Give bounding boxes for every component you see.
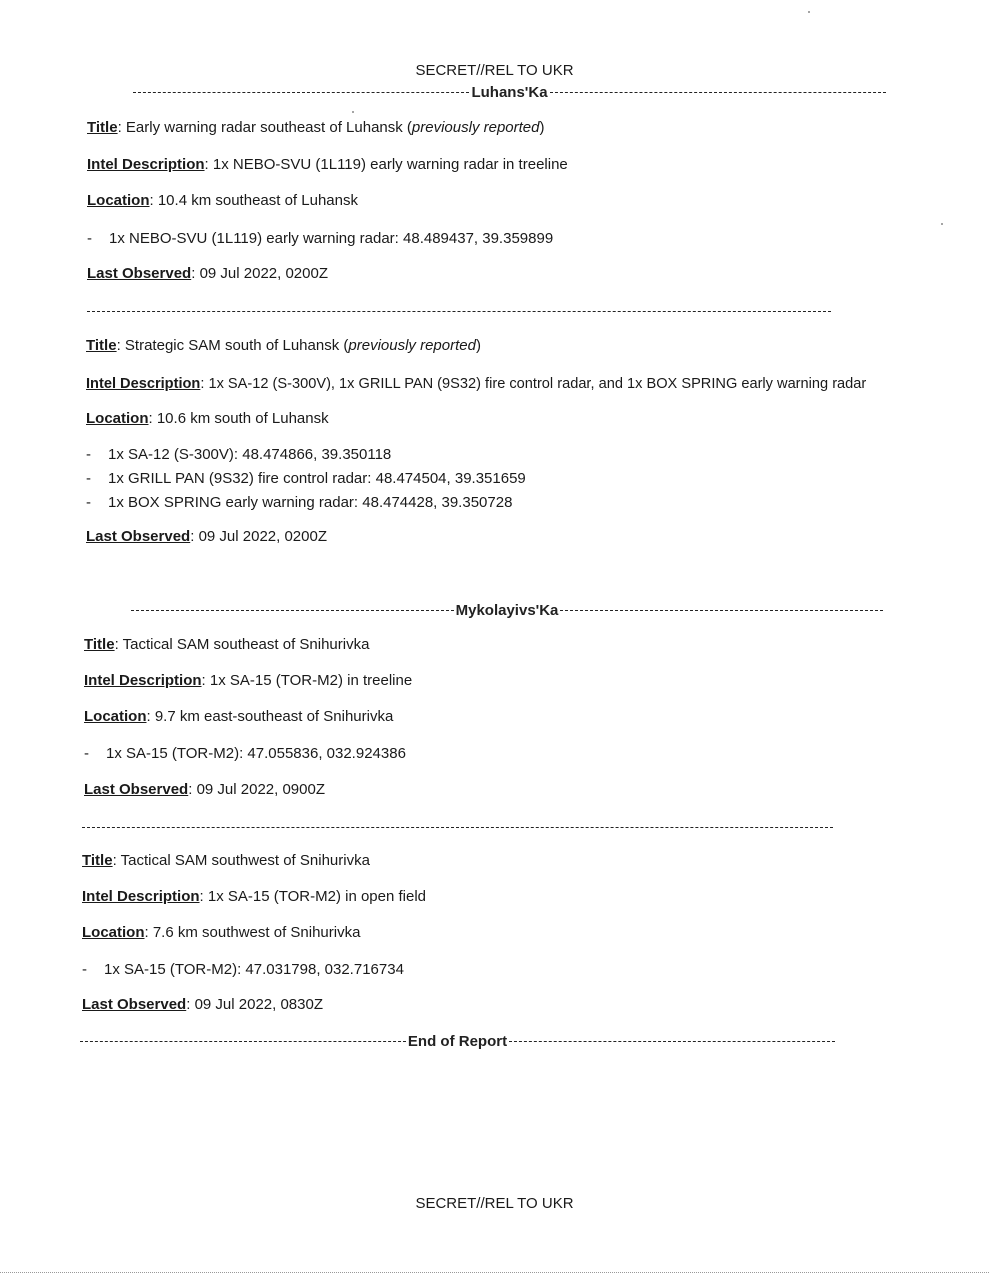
item-text: 1x NEBO-SVU (1L119) early warning radar: 48.489437, 39.359899 — [109, 230, 554, 247]
divider-line — [82, 827, 833, 828]
entry-last-observed — [86, 528, 327, 545]
scan-speck — [808, 11, 810, 13]
field-value: 1x SA-15 (TOR-M2) in open field — [207, 888, 427, 905]
entry-item — [87, 230, 553, 247]
item-text: 1x GRILL PAN (9S32) fire control radar: 48.474504, 39.351659 — [108, 470, 526, 487]
sep: : — [114, 636, 123, 653]
sep: : — [149, 192, 158, 209]
entry-intel-description — [82, 888, 426, 905]
sep: : — [191, 265, 200, 282]
region-name: Mykolayivs'Ka — [455, 602, 559, 619]
item-text: 1x SA-12 (S-300V): 48.474866, 39.350118 — [108, 446, 392, 463]
bullet-dash: - — [86, 494, 91, 511]
paren: ( — [402, 119, 412, 136]
divider-line — [131, 610, 454, 611]
sep: : — [116, 337, 125, 354]
entry-location — [82, 924, 360, 941]
paren: ) — [539, 119, 545, 136]
entry-location — [86, 410, 329, 427]
entry-item — [82, 961, 404, 978]
entry-last-observed — [84, 781, 325, 798]
field-key: Title — [84, 636, 115, 653]
bullet-dash: - — [86, 446, 91, 463]
entry-title — [84, 636, 369, 653]
field-key: Last Observed — [87, 265, 192, 282]
sep: : — [199, 888, 208, 905]
entry-title — [87, 119, 545, 136]
field-value: Early warning radar southeast of Luhansk — [125, 119, 403, 136]
scan-edge-line — [0, 1272, 989, 1273]
entry-title — [86, 337, 481, 354]
field-value: 7.6 km southwest of Snihurivka — [152, 924, 361, 941]
entry-location — [87, 192, 358, 209]
entry-item — [86, 446, 391, 463]
bullet-dash: - — [82, 961, 87, 978]
field-value: Strategic SAM south of Luhansk — [124, 337, 340, 354]
scan-speck — [941, 223, 943, 225]
sep: : — [200, 376, 209, 392]
entry-last-observed — [87, 265, 328, 282]
item-text: 1x BOX SPRING early warning radar: 48.474428, 39.350728 — [108, 494, 513, 511]
sep: : — [201, 672, 210, 689]
entry-separator — [87, 311, 831, 312]
entry-intel-description — [86, 376, 866, 392]
field-value: Tactical SAM southwest of Snihurivka — [120, 852, 370, 869]
field-key: Title — [82, 852, 113, 869]
field-value: 09 Jul 2022, 0830Z — [194, 996, 323, 1013]
entry-item — [84, 745, 406, 762]
field-value: 09 Jul 2022, 0200Z — [198, 528, 327, 545]
entry-intel-description — [84, 672, 412, 689]
field-value: 10.4 km southeast of Luhansk — [157, 192, 358, 209]
entry-separator — [82, 827, 833, 828]
classification-banner-top: SECRET//REL TO UKR — [415, 62, 574, 79]
paren: ) — [475, 337, 481, 354]
region-name: Luhans'Ka — [471, 84, 548, 101]
divider-line — [550, 92, 886, 93]
divider-line — [80, 1041, 406, 1042]
field-key: Location — [84, 708, 147, 725]
entry-intel-description — [87, 156, 568, 173]
field-value: Tactical SAM southeast of Snihurivka — [122, 636, 370, 653]
field-value: 1x SA-15 (TOR-M2) in treeline — [209, 672, 413, 689]
field-key: Title — [87, 119, 118, 136]
field-key: Intel Description — [84, 672, 202, 689]
sep: : — [186, 996, 195, 1013]
field-key: Location — [87, 192, 150, 209]
title-note: previously reported — [348, 337, 476, 354]
sep: : — [144, 924, 153, 941]
divider-line — [87, 311, 831, 312]
field-key: Title — [86, 337, 117, 354]
sep: : — [146, 708, 155, 725]
field-value: 9.7 km east-southeast of Snihurivka — [154, 708, 394, 725]
field-value: 09 Jul 2022, 0200Z — [199, 265, 328, 282]
entry-last-observed — [82, 996, 323, 1013]
entry-item — [86, 470, 526, 487]
field-value: 1x NEBO-SVU (1L119) early warning radar in treeline — [212, 156, 568, 173]
bullet-dash: - — [86, 470, 91, 487]
end-of-report-label: End of Report — [407, 1033, 508, 1050]
field-key: Last Observed — [84, 781, 189, 798]
sep: : — [188, 781, 197, 798]
divider-line — [509, 1041, 835, 1042]
item-text: 1x SA-15 (TOR-M2): 47.031798, 032.716734 — [104, 961, 404, 978]
divider-line — [560, 610, 883, 611]
field-key: Last Observed — [82, 996, 187, 1013]
field-key: Last Observed — [86, 528, 191, 545]
region-header-luhanska — [133, 84, 886, 101]
region-header-mykolayivska — [131, 602, 883, 619]
sep: : — [148, 410, 157, 427]
sep: : — [112, 852, 121, 869]
divider-line — [133, 92, 469, 93]
field-key: Location — [86, 410, 149, 427]
entry-title — [82, 852, 370, 869]
field-value: 1x SA-12 (S-300V), 1x GRILL PAN (9S32) fire control radar, and 1x BOX SPRING early warning radar — [208, 376, 867, 392]
paren: ( — [339, 337, 349, 354]
field-key: Intel Description — [82, 888, 200, 905]
sep: : — [190, 528, 199, 545]
scan-speck — [352, 111, 354, 113]
field-value: 09 Jul 2022, 0900Z — [196, 781, 325, 798]
end-of-report-divider — [80, 1033, 835, 1050]
entry-location — [84, 708, 393, 725]
field-key: Intel Description — [87, 156, 205, 173]
field-value: 10.6 km south of Luhansk — [156, 410, 329, 427]
item-text: 1x SA-15 (TOR-M2): 47.055836, 032.924386 — [106, 745, 406, 762]
classification-banner-bottom: SECRET//REL TO UKR — [415, 1195, 574, 1212]
bullet-dash: - — [87, 230, 92, 247]
bullet-dash: - — [84, 745, 89, 762]
entry-item — [86, 494, 512, 511]
sep: : — [204, 156, 213, 173]
sep: : — [117, 119, 126, 136]
field-key: Location — [82, 924, 145, 941]
field-key: Intel Description — [86, 376, 201, 392]
title-note: previously reported — [411, 119, 540, 136]
